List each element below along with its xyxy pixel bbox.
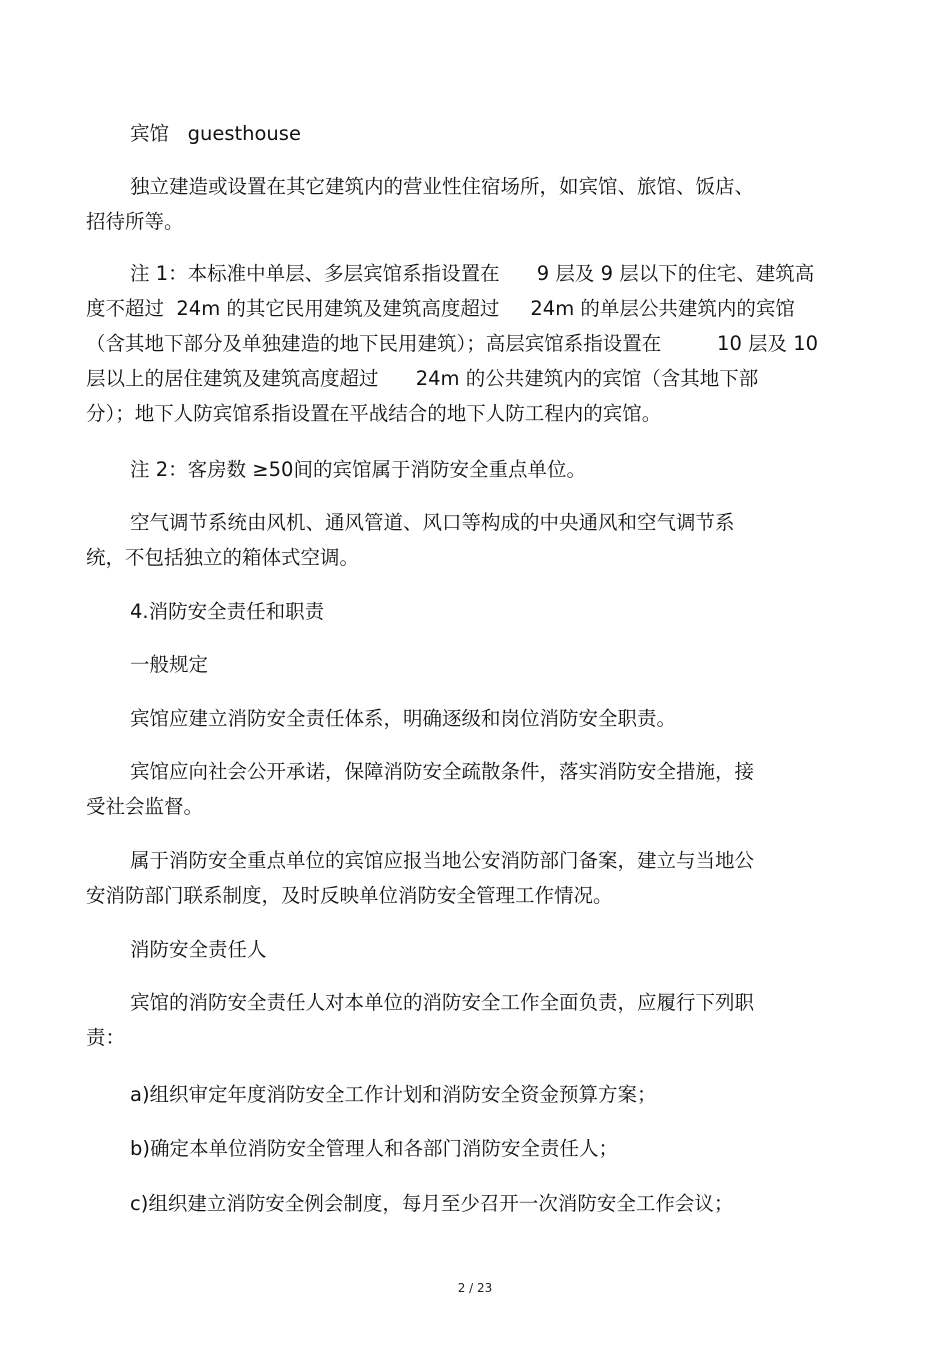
- text-line: a)组织审定年度消防安全工作计划和消防安全资金预算方案；: [130, 1083, 657, 1106]
- text-line: 空气调节系统由风机、通风管道、风口等构成的中央通风和空气调节系: [130, 511, 735, 534]
- section-heading: [86, 594, 876, 629]
- text-line: 统，不包括独立的箱体式空调。: [86, 546, 360, 569]
- text-line: 责：: [86, 1026, 126, 1049]
- text-line: 消防安全责任人: [130, 938, 267, 961]
- text-line: 宾馆的消防安全责任人对本单位的消防安全工作全面负责，应履行下列职: [130, 991, 755, 1014]
- text-line: 宾馆 guesthouse: [130, 122, 301, 145]
- list-item: [86, 1186, 876, 1221]
- note-1: [86, 256, 876, 431]
- air-conditioning-definition: [86, 505, 876, 575]
- text-line: 独立建造或设置在其它建筑内的营业性住宿场所，如宾馆、旅馆、饭店、: [130, 175, 755, 198]
- text-line: 注 1：本标准中单层、多层宾馆系指设置在 9 层及 9 层以下的住宅、建筑高: [130, 262, 815, 285]
- term-definition: [86, 169, 876, 239]
- list-item: [86, 1131, 876, 1166]
- text-line: 层以上的居住建筑及建筑高度超过 24m 的公共建筑内的宾馆（含其地下部: [86, 367, 759, 390]
- text-line: 分）；地下人防宾馆系指设置在平战结合的地下人防工程内的宾馆。: [86, 402, 662, 425]
- subsection-heading: [86, 932, 876, 967]
- text-line: 安消防部门联系制度，及时反映单位消防安全管理工作情况。: [86, 884, 613, 907]
- term-heading: [86, 116, 876, 151]
- text-line: 度不超过 24m 的其它民用建筑及建筑高度超过 24m 的单层公共建筑内的宾馆: [86, 297, 795, 320]
- subsection-heading: [86, 647, 876, 682]
- body-paragraph: [86, 754, 876, 824]
- text-line: 招待所等。: [86, 210, 184, 233]
- page-number: 2 / 23: [457, 1281, 493, 1295]
- note-2: [86, 452, 876, 487]
- text-line: 受社会监督。: [86, 795, 204, 818]
- text-line: 宾馆应建立消防安全责任体系，明确逐级和岗位消防安全职责。: [130, 707, 677, 730]
- body-paragraph: [86, 843, 876, 913]
- text-line: 一般规定: [130, 653, 209, 676]
- body-paragraph: [86, 701, 876, 736]
- text-line: （含其地下部分及单独建造的地下民用建筑）；高层宾馆系指设置在 10 层及 10: [86, 332, 819, 355]
- text-line: 属于消防安全重点单位的宾馆应报当地公安消防部门备案，建立与当地公: [130, 849, 755, 872]
- text-line: c)组织建立消防安全例会制度，每月至少召开一次消防安全工作会议；: [130, 1192, 734, 1215]
- text-line: b)确定本单位消防安全管理人和各部门消防安全责任人；: [130, 1137, 618, 1160]
- text-line: 4.消防安全责任和职责: [130, 600, 325, 623]
- text-line: 注 2：客房数 ≥50间的宾馆属于消防安全重点单位。: [130, 458, 586, 481]
- body-paragraph: [86, 985, 876, 1055]
- text-line: 宾馆应向社会公开承诺，保障消防安全疏散条件，落实消防安全措施，接: [130, 760, 755, 783]
- list-item: [86, 1077, 876, 1112]
